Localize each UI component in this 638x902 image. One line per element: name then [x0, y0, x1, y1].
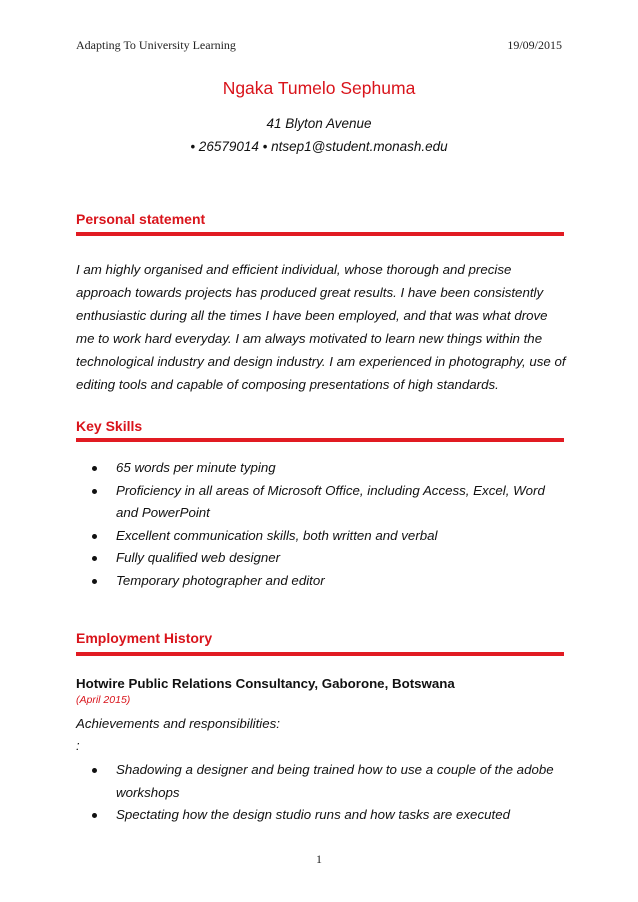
bullet-icon [92, 579, 97, 584]
list-item: Excellent communication skills, both written and verbal [76, 525, 566, 548]
section-divider-skills [76, 438, 564, 442]
resume-name: Ngaka Tumelo Sephuma [222, 78, 416, 98]
bullet-icon [92, 813, 97, 818]
list-item: 65 words per minute typing [76, 457, 566, 480]
bullet-icon [92, 534, 97, 539]
personal-statement-text: I am highly organised and efficient individual, whose thorough and precise approach towards projects has produced great results. I have been consistently enthusiastic during all the times I have been employed, and that was what drove me to work hard everyday. I am always motivated to learn new things within the technological industry and design industry. I am experienced in photography, use of editing tools and capable of composing presentations of high standards. [76, 262, 566, 392]
list-item: Temporary photographer and editor [76, 570, 566, 593]
bullet-icon [92, 768, 97, 773]
section-divider-personal [76, 232, 564, 236]
resume-address: 41 Blyton Avenue [266, 116, 372, 131]
key-skills-list [76, 457, 566, 592]
achievements-colon: : [76, 738, 80, 753]
resume-contact-details: • 26579014 • ntsep1@student.monash.edu [190, 139, 448, 154]
list-item: Spectating how the design studio runs and how tasks are executed [76, 804, 566, 827]
list-item: Shadowing a designer and being trained how to use a couple of the adobe workshops [76, 759, 566, 804]
section-title-personal-statement: Personal statement [76, 211, 206, 227]
header-date: 19/09/2015 [507, 38, 562, 52]
page-number: 1 [316, 852, 322, 866]
bullet-icon [92, 556, 97, 561]
list-item: Fully qualified web designer [76, 547, 566, 570]
list-item: Proficiency in all areas of Microsoft Office, including Access, Excel, Word and PowerPoint [76, 480, 566, 525]
bullet-icon [92, 489, 97, 494]
job-date: (April 2015) [76, 694, 131, 706]
responsibilities-list [76, 759, 566, 827]
bullet-icon [92, 466, 97, 471]
section-title-key-skills: Key Skills [76, 418, 143, 434]
achievements-label: Achievements and responsibilities: [76, 716, 280, 731]
header-document-title: Adapting To University Learning [76, 38, 236, 52]
section-title-employment-history: Employment History [76, 630, 213, 646]
job-title: Hotwire Public Relations Consultancy, Gaborone, Botswana [76, 676, 455, 691]
section-divider-employment [76, 652, 564, 656]
